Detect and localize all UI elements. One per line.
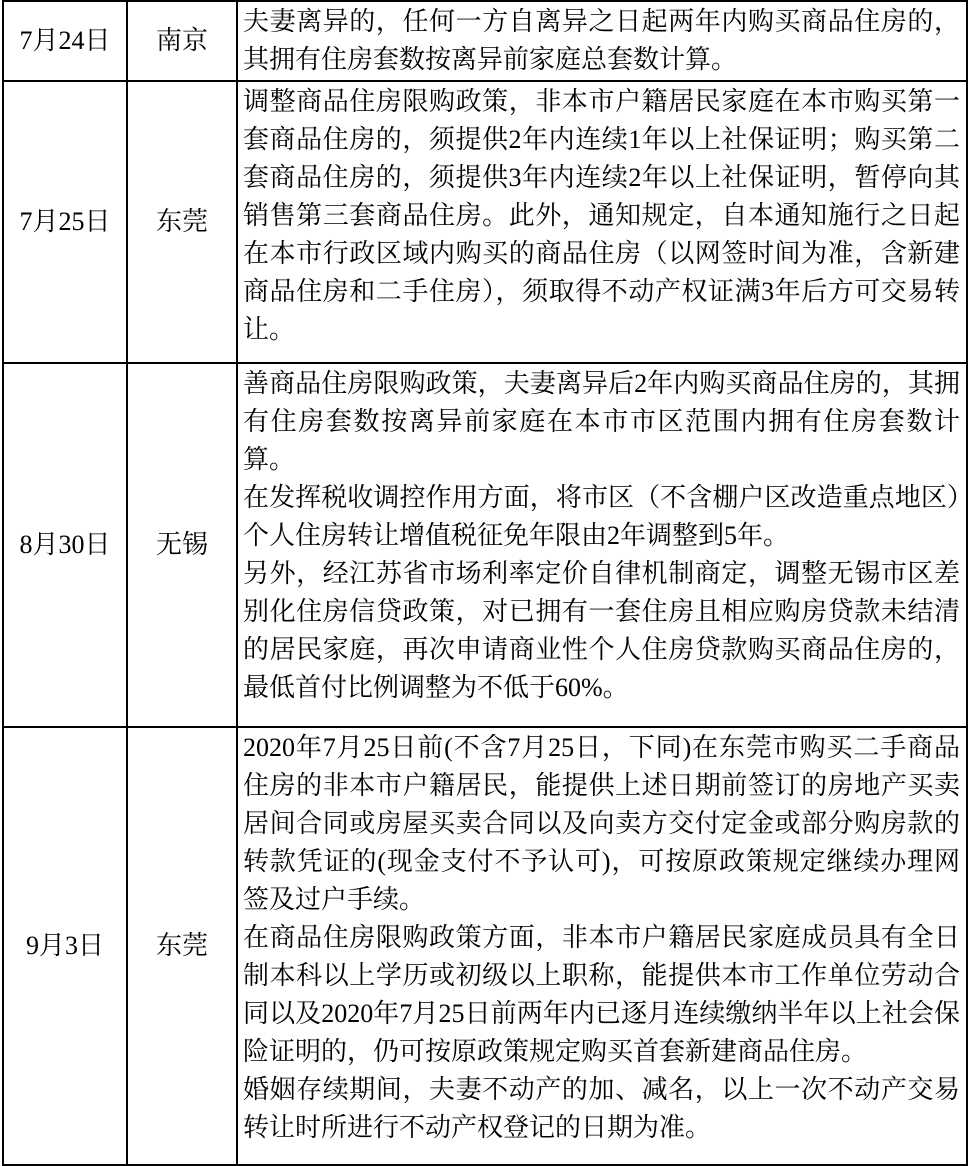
policy-paragraph: 善商品住房限购政策，夫妻离异后2年内购买商品住房的，其拥有住房套数按离异前家庭在本市市区范围内拥有住房套数计算。 [243,369,960,474]
date-cell: 8月30日 [3,363,127,727]
city-cell: 东莞 [127,81,237,363]
policy-paragraph: 调整商品住房限购政策，非本市户籍居民家庭在本市购买第一套商品住房的，须提供2年内连续1年以上社保证明；购买第二套商品住房的，须提供3年内连续2年以上社保证明，暂停向其销售第三套商品住房。此外，通知规定，自本通知施行之日起在本市行政区域内购买的商品住房（以网签时间为准，含新建商品住房和二手住房），须取得不动产权证满3年后方可交易转让。 [243,87,960,344]
policy-cell [237,363,967,727]
date-cell: 9月3日 [3,727,127,1165]
policy-cell [237,81,967,363]
table-row [3,81,967,363]
city-cell: 南京 [127,1,237,81]
policy-paragraph: 另外，经江苏省市场利率定价自律机制商定，调整无锡市区差别化住房信贷政策，对已拥有一套住房且相应购房贷款未结清的居民家庭，再次申请商业性个人住房贷款购买商品住房的，最低首付比例调整为不低于60%。 [243,559,960,702]
policy-paragraph: 在商品住房限购政策方面，非本市户籍居民家庭成员具有全日制本科以上学历或初级以上职称，能提供本市工作单位劳动合同以及2020年7月25日前两年内已逐月连续缴纳半年以上社会保险证明的，仍可按原政策规定购买首套新建商品住房。 [243,923,960,1066]
table-row [3,727,967,1165]
city-cell: 东莞 [127,727,237,1165]
table-row [3,363,967,727]
policy-paragraph: 夫妻离异的，任何一方自离异之日起两年内购买商品住房的，其拥有住房套数按离异前家庭总套数计算。 [243,7,960,74]
city-cell: 无锡 [127,363,237,727]
date-cell: 7月25日 [3,81,127,363]
housing-policy-table [2,0,968,1166]
policy-cell [237,727,967,1165]
table-row [3,1,967,81]
policy-paragraph: 在发挥税收调控作用方面，将市区（不含棚户区改造重点地区）个人住房转让增值税征免年限由2年调整到5年。 [243,483,960,550]
date-cell: 7月24日 [3,1,127,81]
policy-paragraph: 婚姻存续期间，夫妻不动产的加、减名，以上一次不动产交易转让时所进行不动产权登记的日期为准。 [243,1075,960,1142]
policy-cell [237,1,967,81]
policy-paragraph: 2020年7月25日前(不含7月25日，下同)在东莞市购买二手商品住房的非本市户籍居民，能提供上述日期前签订的房地产买卖居间合同或房屋买卖合同以及向卖方交付定金或部分购房款的转款凭证的(现金支付不予认可)，可按原政策规定继续办理网签及过户手续。 [243,733,960,914]
